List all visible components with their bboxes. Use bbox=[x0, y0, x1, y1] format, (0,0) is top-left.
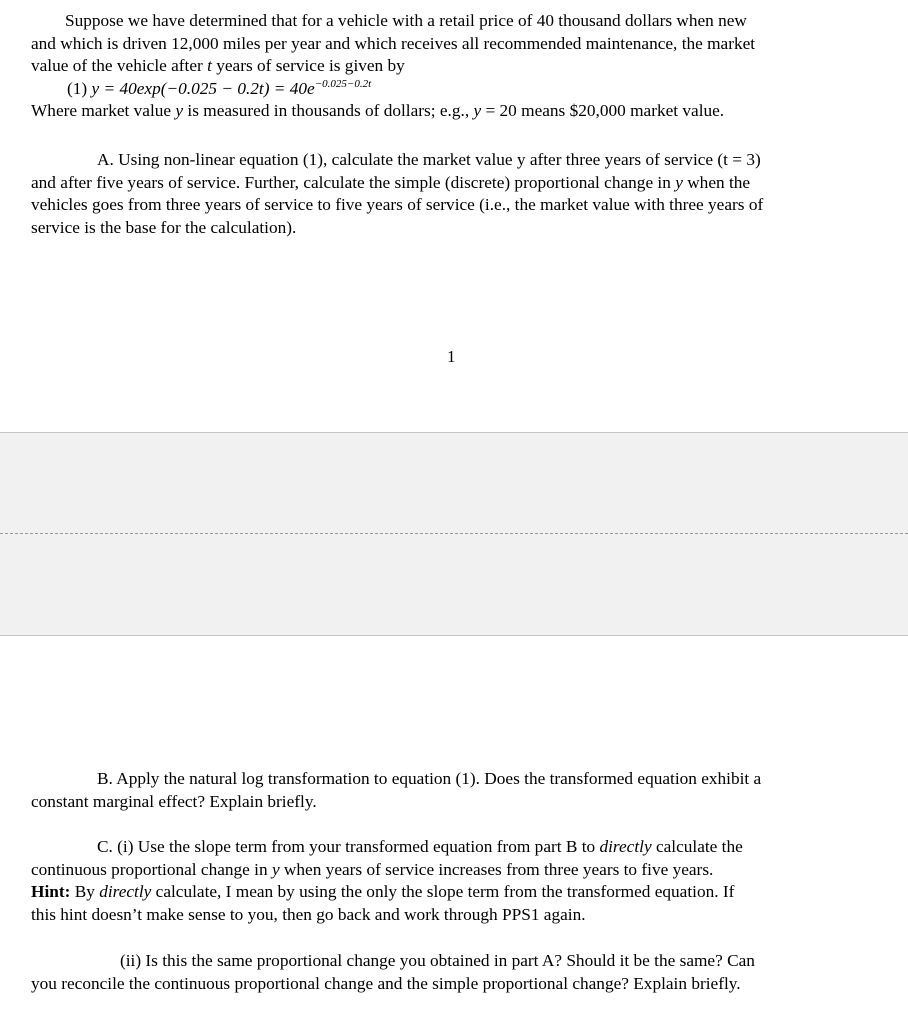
part-a-line-2-end: when the bbox=[682, 172, 751, 192]
part-a-line-3: vehicles goes from three years of service to five years of service (i.e., the market value with three years of bbox=[31, 195, 764, 214]
page-break-dashed-line bbox=[0, 533, 908, 534]
part-c-ii-line-1: (ii) Is this the same proportional change you obtained in part A? Should it be the same? Can bbox=[120, 951, 755, 970]
part-c-line-3-text: By bbox=[70, 882, 100, 901]
page-break bbox=[0, 432, 908, 636]
part-c-line-3-end: calculate, I mean by using the only the slope term from the transformed equation. If bbox=[151, 882, 735, 901]
equation-label: (1) bbox=[67, 78, 92, 98]
hint-label: Hint: bbox=[31, 882, 71, 901]
part-b-line-1: B. Apply the natural log transformation to equation (1). Does the transformed equation exhibit a bbox=[97, 769, 762, 788]
part-a-line-4: service is the base for the calculation). bbox=[31, 217, 297, 237]
variable-y-example: y bbox=[473, 101, 482, 120]
part-c-line-4: this hint doesn’t make sense to you, then go back and work through PPS1 again. bbox=[31, 904, 586, 924]
part-c-line-2-end: when years of service increases from three years to five years. bbox=[279, 859, 714, 879]
intro-line-3 bbox=[31, 55, 881, 78]
intro-line-5-text: Where market value bbox=[31, 101, 176, 120]
part-c-line-1-end: calculate the bbox=[651, 837, 743, 856]
part-a-line-2 bbox=[31, 172, 881, 195]
part-a-line-2-text: and after five years of service. Further, calculate the simple (discrete) proportional change in bbox=[31, 172, 676, 192]
intro-line-5-end: = 20 means $20,000 market value. bbox=[481, 101, 725, 120]
part-c-paragraph bbox=[31, 836, 881, 926]
part-c-line-2-text: continuous proportional change in bbox=[31, 859, 272, 879]
intro-line-5-mid: is measured in thousands of dollars; e.g., bbox=[183, 101, 474, 120]
part-c-ii-line-2: you reconcile the continuous proportional change and the simple proportional change? Explain briefly. bbox=[31, 973, 741, 993]
variable-y: y bbox=[675, 172, 683, 192]
equation-exponent: −0.025−0.2t bbox=[314, 77, 372, 90]
part-c-line-2 bbox=[31, 859, 881, 882]
emphasis-directly: directly bbox=[599, 837, 652, 856]
part-c-line-1 bbox=[31, 836, 881, 859]
part-b-line-2: constant marginal effect? Explain briefly. bbox=[31, 791, 317, 811]
part-a-line-1: A. Using non-linear equation (1), calculate the market value y after three years of service (t = 3) bbox=[97, 150, 761, 169]
equation-body: y = 40exp(−0.025 − 0.2t) = 40e bbox=[91, 78, 315, 98]
intro-line-5 bbox=[31, 100, 881, 123]
equation-1 bbox=[31, 78, 881, 101]
intro-line-1: Suppose we have determined that for a vehicle with a retail price of 40 thousand dollars when new bbox=[65, 11, 747, 30]
part-c-ii-paragraph bbox=[31, 950, 881, 995]
intro-line-2: and which is driven 12,000 miles per year and which receives all recommended maintenance, the market bbox=[31, 33, 756, 53]
variable-y: y bbox=[271, 859, 280, 879]
variable-t: t bbox=[207, 56, 212, 75]
intro-paragraph bbox=[31, 10, 881, 123]
part-c-line-1-text: C. (i) Use the slope term from your transformed equation from part B to bbox=[97, 837, 600, 856]
page-number: 1 bbox=[447, 347, 456, 366]
emphasis-directly: directly bbox=[99, 882, 152, 901]
intro-line-3-text: value of the vehicle after bbox=[31, 56, 208, 75]
part-c-line-3 bbox=[31, 881, 881, 904]
intro-line-3-text-end: years of service is given by bbox=[211, 56, 405, 75]
part-a-paragraph bbox=[31, 149, 881, 239]
part-b-paragraph bbox=[31, 768, 881, 813]
variable-y: y bbox=[175, 101, 184, 120]
